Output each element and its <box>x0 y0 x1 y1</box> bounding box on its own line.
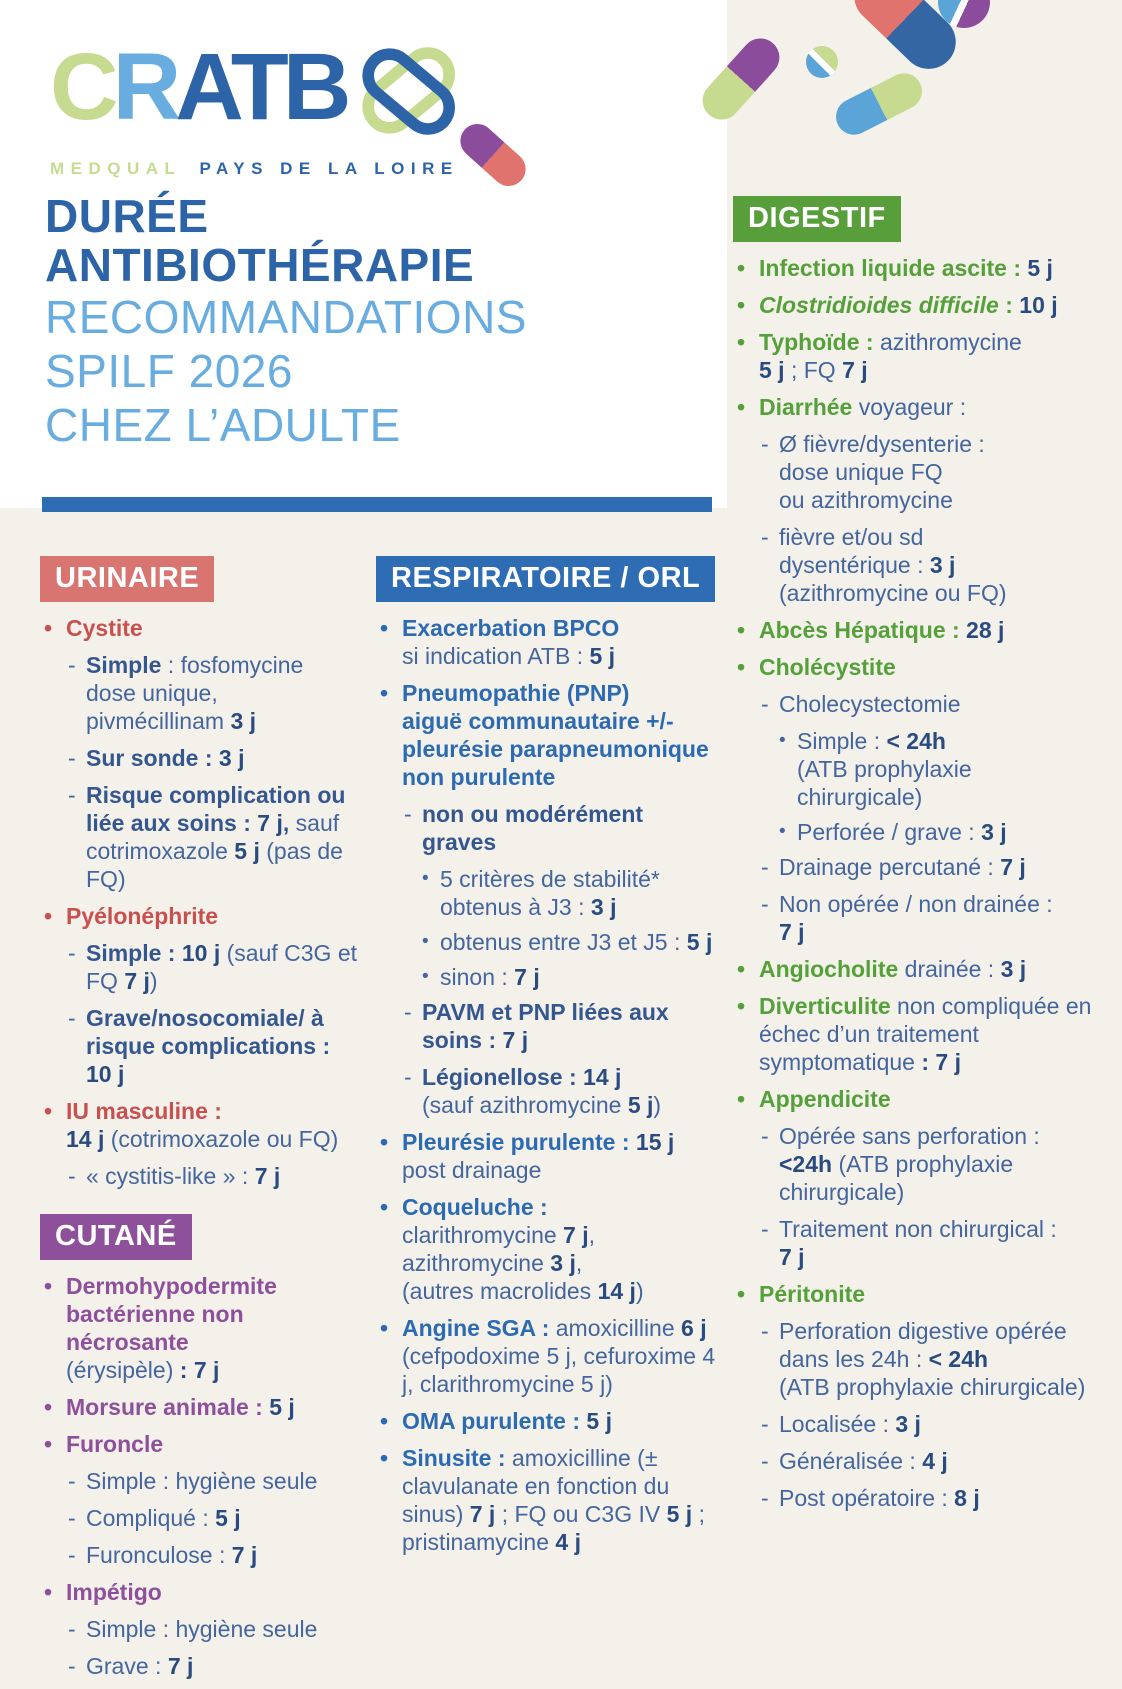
bullet-marker: - <box>404 801 412 827</box>
list-item <box>733 328 1099 384</box>
text-segment: Perforée / grave : <box>797 819 982 845</box>
bullet-marker: - <box>68 745 76 771</box>
logo-subtitle <box>50 159 467 179</box>
text-segment: 5 j <box>1027 255 1053 281</box>
logo-wordmark <box>50 34 346 140</box>
bullet-marker: - <box>761 1318 769 1344</box>
text-segment: 5 j <box>759 357 785 383</box>
text-segment: 3 j <box>1000 956 1027 982</box>
text-segment: (érysipèle) <box>66 1357 180 1383</box>
title-divider <box>42 497 712 512</box>
text-segment: Typhoïde : <box>759 329 880 355</box>
text-segment: Généralisée : <box>779 1448 923 1474</box>
list-item <box>733 1484 1099 1512</box>
bullet-marker: - <box>68 1505 76 1531</box>
text-segment: (ATB prophylaxie chirurgicale) <box>797 756 972 810</box>
list-item <box>733 890 1099 946</box>
list-item <box>40 1504 358 1532</box>
bullet-marker: • <box>779 821 786 842</box>
list-item <box>733 818 1099 846</box>
text-segment: IU masculine : <box>66 1098 222 1124</box>
bullet-marker: - <box>68 1005 76 1031</box>
text-segment: ; FQ ou C3G IV <box>495 1501 667 1527</box>
text-segment: ; FQ <box>784 357 843 383</box>
bullet-marker: • <box>737 292 746 318</box>
text-segment: 7 j <box>514 964 540 990</box>
list-item <box>376 679 720 791</box>
text-segment: drainée : <box>898 956 1001 982</box>
bullet-marker: - <box>761 691 769 717</box>
text-segment: Dermohypodermite bactérienne non nécrosante <box>66 1273 277 1355</box>
bullet-marker: - <box>761 1216 769 1242</box>
text-segment: non compliquée en échec d’un traitement symptomatique <box>759 993 1092 1075</box>
text-segment: amoxicilline <box>555 1315 682 1341</box>
bullet-marker: • <box>380 1129 389 1155</box>
bullet-marker: - <box>761 524 769 550</box>
list-item <box>733 1122 1099 1206</box>
text-segment: 14 j <box>66 1126 105 1152</box>
text-segment: Sur sonde : <box>86 745 219 771</box>
text-segment: 7 j <box>231 1542 258 1568</box>
title-line-bold: ANTIBIOTHÉRAPIE <box>45 239 475 291</box>
bullet-marker: • <box>737 617 746 643</box>
text-segment: 6 j <box>681 1315 707 1341</box>
logo-letter: B <box>282 34 346 140</box>
list-item <box>40 1162 358 1190</box>
text-segment: Furonculose : <box>86 1542 232 1568</box>
bullet-marker: • <box>44 1273 53 1299</box>
text-segment: (cefpodoxime 5 j, cefuroxime 4 j, clarithromycine 5 j) <box>402 1343 716 1397</box>
text-segment: post drainage <box>402 1157 542 1183</box>
bullet-marker: • <box>737 1281 746 1307</box>
bullet-marker: - <box>761 854 769 880</box>
section-title-urinaire: URINAIRE <box>40 556 214 602</box>
text-segment: si indication ATB : <box>402 643 590 669</box>
list-item <box>733 616 1099 644</box>
text-segment: 10 j <box>1019 292 1058 318</box>
text-segment: Compliqué : <box>86 1505 216 1531</box>
text-segment: ) <box>653 1092 662 1118</box>
text-segment: 7 j <box>167 1653 194 1679</box>
text-segment: pleurésie parapneumonique <box>402 736 709 762</box>
list-item <box>376 1314 720 1398</box>
text-segment: 7 j <box>563 1222 589 1248</box>
list-item <box>40 1393 358 1421</box>
bullet-marker: • <box>737 956 746 982</box>
section-digestif <box>733 196 1099 1512</box>
text-segment: 5 critères de stabilité* obtenus à J3 : <box>440 866 660 920</box>
text-segment: Drainage percutané : <box>779 854 1001 880</box>
pill-round-blue-green-icon <box>806 46 838 78</box>
text-segment: < 24h <box>928 1346 989 1372</box>
list-item <box>376 998 720 1054</box>
text-segment: Sinusite : <box>402 1445 512 1471</box>
column-middle <box>376 556 720 1565</box>
text-segment: 7 j <box>779 919 805 945</box>
text-segment: 10 j <box>86 1061 125 1087</box>
section-cutane <box>40 1214 358 1680</box>
list-item <box>376 1128 720 1184</box>
text-segment: clarithromycine <box>402 1222 564 1248</box>
text-segment: risque complications : <box>86 1033 331 1059</box>
text-segment: 7 j <box>469 1501 496 1527</box>
text-segment: Cholecystectomie <box>779 691 961 717</box>
bullet-marker: - <box>404 999 412 1025</box>
text-segment: 7 j <box>254 1163 281 1189</box>
list-item <box>40 781 358 893</box>
bullet-marker: • <box>380 1408 389 1434</box>
logo-letter: A <box>175 34 231 140</box>
text-segment: (azithromycine ou FQ) <box>779 580 1007 606</box>
list-item <box>40 744 358 772</box>
text-segment: dose unique FQ <box>779 459 943 485</box>
text-segment: PAVM et PNP liées aux soins : <box>422 999 669 1053</box>
bullet-marker: - <box>761 431 769 457</box>
text-segment: 28 j <box>966 617 1005 643</box>
infinity-logo-icon <box>349 42 467 145</box>
text-segment: « cystitis-like » : <box>86 1163 255 1189</box>
text-segment: 5 j <box>627 1092 654 1118</box>
text-segment: 5 j <box>234 838 260 864</box>
section-title-digestif: DIGESTIF <box>733 196 901 242</box>
text-segment: (sauf azithromycine <box>422 1092 628 1118</box>
text-segment: 7 j <box>842 357 868 383</box>
bullet-marker: - <box>68 1542 76 1568</box>
text-segment: (ATB prophylaxie chirurgicale) <box>779 1151 1014 1205</box>
section-respiratoire <box>376 556 720 1556</box>
list-item <box>40 1652 358 1680</box>
text-segment: : fosfomycine dose unique, pivmécillinam <box>86 652 304 734</box>
text-segment: Perforation digestive opérée dans les 24h : <box>779 1318 1067 1372</box>
text-segment: (sauf C3G et FQ <box>86 940 358 994</box>
text-segment: : <box>998 292 1020 318</box>
text-segment: azithromycine <box>879 329 1022 355</box>
text-segment: Pleurésie purulente : <box>402 1129 636 1155</box>
text-segment: , <box>575 1250 583 1276</box>
list-item <box>733 653 1099 681</box>
list-item <box>40 614 358 642</box>
logo-subtitle-medqual: MEDQUAL <box>50 159 182 178</box>
text-segment: 7 j <box>779 1244 805 1270</box>
list-item <box>733 1215 1099 1271</box>
text-segment: 3 j <box>550 1250 576 1276</box>
text-segment: fièvre et/ou sd <box>779 524 924 550</box>
text-segment: Diarrhée <box>759 394 853 420</box>
text-segment: Non opérée / non drainée : <box>779 891 1053 917</box>
bullet-marker: - <box>68 1616 76 1642</box>
text-segment: Morsure animale : <box>66 1394 270 1420</box>
text-segment: Abcès Hépatique : <box>759 617 967 643</box>
text-segment: 3 j <box>218 745 245 771</box>
list-item <box>40 1467 358 1495</box>
text-segment: Simple <box>86 652 162 678</box>
list-item <box>376 1444 720 1556</box>
bullet-marker: • <box>44 903 53 929</box>
text-segment: Péritonite <box>759 1281 866 1307</box>
list-item <box>40 651 358 735</box>
bullet-marker: • <box>737 654 746 680</box>
bullet-marker: - <box>761 1485 769 1511</box>
text-segment: Grave : <box>86 1653 168 1679</box>
list-item <box>40 1004 358 1088</box>
text-segment: <24h <box>779 1151 833 1177</box>
bullet-marker: - <box>68 782 76 808</box>
pill-capsule-blue-green-icon <box>830 67 928 141</box>
text-segment: 7 j <box>1000 854 1026 880</box>
text-segment: 4 j <box>555 1529 581 1555</box>
text-segment: Pyélonéphrite <box>66 903 219 929</box>
bullet-marker: • <box>380 680 389 706</box>
text-segment: 5 j <box>686 929 713 955</box>
text-segment: Simple : hygiène seule <box>86 1616 318 1642</box>
text-segment: Clostridioides difficile <box>759 292 999 318</box>
text-segment: 3 j <box>230 708 257 734</box>
section-urinaire <box>40 556 358 1190</box>
text-segment: Appendicite <box>759 1086 891 1112</box>
text-segment: Simple : <box>86 940 182 966</box>
bullet-marker: • <box>380 615 389 641</box>
text-segment: amoxicilline (± clavulanate en fonction du sinus) <box>402 1445 670 1527</box>
list-item <box>733 690 1099 718</box>
text-segment: 3 j <box>981 819 1007 845</box>
text-segment: , <box>282 810 296 836</box>
text-segment: voyageur : <box>852 394 967 420</box>
bullet-marker: • <box>44 1098 53 1124</box>
bullet-marker: - <box>761 891 769 917</box>
text-segment: ou azithromycine <box>779 487 953 513</box>
list-item <box>40 1615 358 1643</box>
text-segment: 3 j <box>590 894 617 920</box>
list-item <box>733 955 1099 983</box>
bullet-marker: • <box>44 1431 53 1457</box>
list-item <box>376 963 720 991</box>
text-segment: Ø fièvre/dysenterie : <box>779 431 985 457</box>
list-item <box>40 1272 358 1384</box>
title-line-light: SPILF 2026 <box>45 345 293 397</box>
text-segment: 5 j <box>666 1501 693 1527</box>
text-segment: Angine SGA : <box>402 1315 556 1341</box>
list-item <box>733 393 1099 421</box>
text-segment: ) <box>635 1278 644 1304</box>
list-item <box>376 1193 720 1305</box>
section-title-respiratoire: RESPIRATOIRE / ORL <box>376 556 715 602</box>
text-segment: Localisée : <box>779 1411 896 1437</box>
text-segment: 3 j <box>895 1411 921 1437</box>
text-segment: 14 j <box>583 1064 622 1090</box>
bullet-marker: - <box>68 652 76 678</box>
bullet-marker: • <box>737 1086 746 1112</box>
bullet-marker: • <box>380 1194 389 1220</box>
text-segment: 14 j <box>597 1278 636 1304</box>
text-segment: ; <box>692 1501 705 1527</box>
list-item <box>733 254 1099 282</box>
text-segment: Simple : <box>797 728 887 754</box>
list-item <box>733 1447 1099 1475</box>
text-segment: ) <box>149 968 158 994</box>
bullet-marker: - <box>761 1123 769 1149</box>
title-line-light: RECOMMANDATIONS <box>45 291 527 343</box>
list-item <box>40 1578 358 1606</box>
text-segment: , <box>588 1222 596 1248</box>
bullet-marker: • <box>779 730 786 751</box>
list-item <box>376 1063 720 1119</box>
bullet-marker: • <box>737 329 746 355</box>
list-item <box>376 800 720 856</box>
text-segment: Cystite <box>66 615 143 641</box>
list-item <box>733 1085 1099 1113</box>
text-segment: : 7 j <box>921 1049 961 1075</box>
bullet-marker: • <box>44 615 53 641</box>
bullet-marker: - <box>404 1064 412 1090</box>
text-segment: sinon : <box>440 964 515 990</box>
text-segment: < 24h <box>886 728 946 754</box>
logo-subtitle-pays: PAYS DE LA LOIRE <box>199 159 459 178</box>
bullet-marker: • <box>422 868 429 889</box>
bullet-marker: • <box>422 931 429 952</box>
logo-letter: R <box>112 34 176 140</box>
text-segment: 10 j <box>181 940 221 966</box>
bullet-marker: • <box>737 993 746 1019</box>
text-segment: sauf cotrimoxazole <box>86 810 340 864</box>
logo-letter: T <box>230 34 283 140</box>
text-segment: OMA purulente : <box>402 1408 587 1434</box>
title-line-bold: DURÉE <box>45 190 209 242</box>
list-item <box>733 523 1099 607</box>
bullet-marker: - <box>761 1411 769 1437</box>
text-segment: pristinamycine <box>402 1529 556 1555</box>
text-segment: 8 j <box>954 1485 980 1511</box>
list-item <box>733 992 1099 1076</box>
logo <box>50 34 467 179</box>
text-segment: 5 j <box>586 1408 612 1434</box>
list-item <box>376 614 720 670</box>
list-item <box>40 1541 358 1569</box>
text-segment: 5 j <box>215 1505 241 1531</box>
section-title-cutane: CUTANÉ <box>40 1214 192 1260</box>
text-segment: Pneumopathie (PNP) <box>402 680 630 706</box>
text-segment: Légionellose : <box>422 1064 584 1090</box>
text-segment: Grave/nosocomiale/ à <box>86 1005 324 1031</box>
title-line-light: CHEZ L’ADULTE <box>45 399 401 451</box>
text-segment: (pas de FQ) <box>86 838 343 892</box>
list-item <box>733 1410 1099 1438</box>
list-item <box>733 727 1099 811</box>
column-left <box>40 556 358 1689</box>
logo-letter: C <box>50 34 113 140</box>
text-segment: (cotrimoxazole ou FQ) <box>104 1126 339 1152</box>
bullet-marker: - <box>68 1163 76 1189</box>
text-segment: 7 j <box>124 968 150 994</box>
list-item <box>733 1317 1099 1401</box>
bullet-marker: • <box>737 255 746 281</box>
text-segment: 4 j <box>922 1448 948 1474</box>
text-segment: Furoncle <box>66 1431 164 1457</box>
text-segment: Traitement non chirurgical : <box>779 1216 1057 1242</box>
list-item <box>376 1407 720 1435</box>
text-segment: obtenus entre J3 et J5 : <box>440 929 687 955</box>
bullet-marker: - <box>68 940 76 966</box>
text-segment: (autres macrolides <box>402 1278 598 1304</box>
text-segment: Angiocholite <box>759 956 899 982</box>
bullet-marker: • <box>44 1579 53 1605</box>
text-segment: Simple : hygiène seule <box>86 1468 318 1494</box>
text-segment: 3 j <box>929 552 956 578</box>
bullet-marker: - <box>761 1448 769 1474</box>
text-segment: Impétigo <box>66 1579 162 1605</box>
text-segment: Cholécystite <box>759 654 896 680</box>
text-segment: non ou modérément graves <box>422 801 644 855</box>
text-segment: azithromycine <box>402 1250 551 1276</box>
text-segment: 5 j <box>269 1394 295 1420</box>
list-item <box>376 865 720 921</box>
list-item <box>40 1097 358 1153</box>
list-item <box>733 1280 1099 1308</box>
text-segment: 15 j <box>635 1129 675 1155</box>
bullet-marker: • <box>422 966 429 987</box>
column-right <box>733 196 1099 1521</box>
list-item <box>733 291 1099 319</box>
list-item <box>733 430 1099 514</box>
list-item <box>376 928 720 956</box>
bullet-marker: - <box>68 1653 76 1679</box>
text-segment: dysentérique : <box>779 552 930 578</box>
list-item <box>733 853 1099 881</box>
text-segment: Exacerbation BPCO <box>402 615 620 641</box>
page-title <box>45 192 527 452</box>
text-segment: Risque complication ou liée aux soins : <box>86 782 346 836</box>
bullet-marker: - <box>68 1468 76 1494</box>
text-segment: 5 j <box>589 643 616 669</box>
list-item <box>40 939 358 995</box>
list-item <box>40 902 358 930</box>
text-segment: Coqueluche : <box>402 1194 548 1220</box>
bullet-marker: • <box>380 1315 389 1341</box>
bullet-marker: • <box>380 1445 389 1471</box>
text-segment: non purulente <box>402 764 556 790</box>
text-segment: (ATB prophylaxie chirurgicale) <box>779 1374 1086 1400</box>
text-segment: Post opératoire : <box>779 1485 955 1511</box>
text-segment: 7 j <box>502 1027 529 1053</box>
bullet-marker: • <box>737 394 746 420</box>
text-segment: Infection liquide ascite : <box>759 255 1028 281</box>
text-segment: 7 j <box>257 810 283 836</box>
text-segment: Opérée sans perforation : <box>779 1123 1040 1149</box>
bullet-marker: • <box>44 1394 53 1420</box>
text-segment: aiguë communautaire +/- <box>402 708 674 734</box>
text-segment: Diverticulite <box>759 993 891 1019</box>
text-segment: : 7 j <box>179 1357 220 1383</box>
list-item <box>40 1430 358 1458</box>
